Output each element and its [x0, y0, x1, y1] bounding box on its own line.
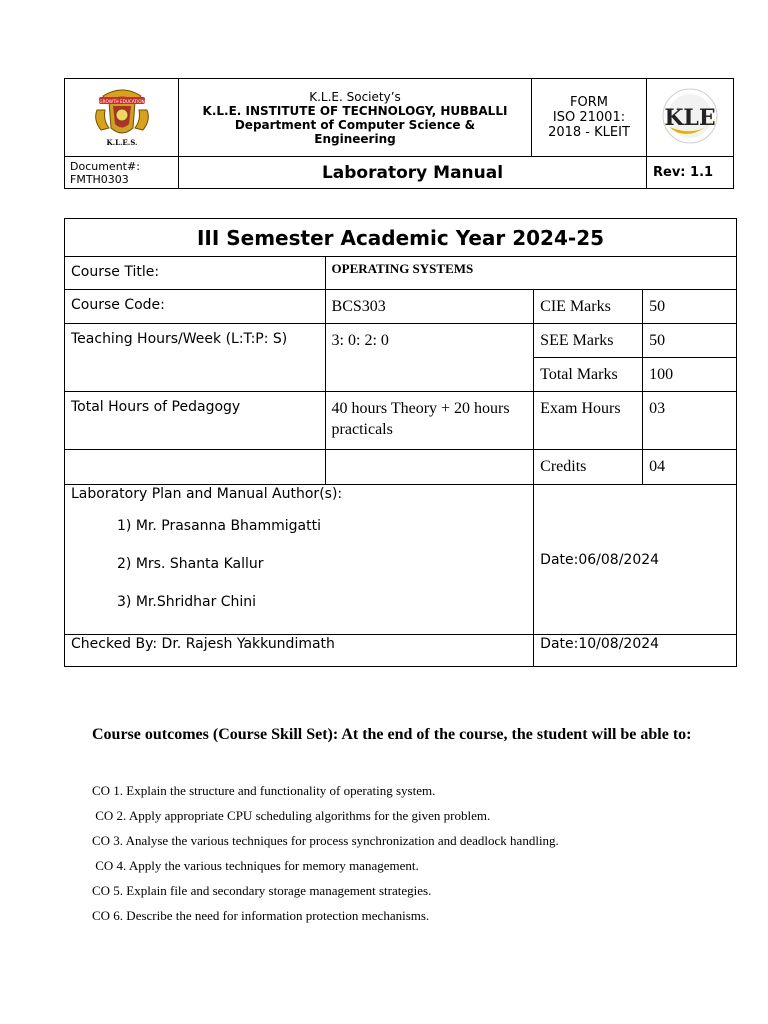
semester-title: III Semester Academic Year 2024-25	[65, 219, 737, 257]
see-marks-label: SEE Marks	[534, 324, 643, 358]
list-item: 1) Mr. Prasanna Bhammigatti	[117, 518, 322, 534]
exam-hours-label: Exam Hours	[534, 392, 643, 450]
list-item: CO 1. Explain the structure and functionality of operating system.	[92, 783, 436, 798]
document-number: Document#: FMTH0303	[65, 157, 179, 189]
list-item: CO 3. Analyse the various techniques for process synchronization and deadlock handling.	[92, 833, 559, 848]
see-marks-value: 50	[643, 324, 737, 358]
course-info-table	[64, 218, 737, 667]
course-title-value: OPERATING SYSTEMS	[325, 257, 736, 290]
iso-standard: ISO 21001: 2018 - KLEIT	[548, 110, 630, 140]
kle-institute-logo	[655, 87, 725, 145]
course-outcomes-list	[92, 781, 752, 931]
course-title-label: Course Title:	[65, 257, 326, 290]
empty-cell	[325, 450, 534, 485]
credits-value: 04	[643, 450, 737, 485]
list-item: CO 5. Explain file and secondary storage management strategies.	[92, 883, 432, 898]
exam-hours-value: 03	[643, 392, 737, 450]
manual-title: Laboratory Manual	[179, 157, 647, 189]
list-item: CO 4. Apply the various techniques for memory management.	[92, 858, 419, 873]
cie-marks-value: 50	[643, 290, 737, 324]
form-cell	[532, 79, 647, 157]
empty-cell	[65, 450, 326, 485]
pedagogy-value: 40 hours Theory + 20 hours practicals	[325, 392, 534, 450]
list-item: 3) Mr.Shridhar Chini	[117, 594, 257, 610]
revision-number: Rev: 1.1	[647, 157, 734, 189]
credits-label: Credits	[534, 450, 643, 485]
total-marks-value: 100	[643, 358, 737, 392]
document-header	[64, 78, 734, 189]
list-item: CO 6. Describe the need for information protection mechanisms.	[92, 908, 430, 923]
course-code-label: Course Code:	[65, 290, 326, 324]
cie-marks-label: CIE Marks	[534, 290, 643, 324]
teaching-hours-value: 3: 0: 2: 0	[325, 324, 534, 392]
kle-society-logo-cell	[65, 79, 179, 157]
checked-by: Checked By: Dr. Rajesh Yakkundimath	[65, 635, 534, 667]
authors-heading: Laboratory Plan and Manual Author(s):	[71, 486, 343, 502]
pedagogy-label: Total Hours of Pedagogy	[65, 392, 326, 450]
course-outcomes-heading: Course outcomes (Course Skill Set): At the end of the course, the student will be able to:	[92, 726, 692, 743]
institute-cell	[179, 79, 532, 157]
total-marks-label: Total Marks	[534, 358, 643, 392]
authors-cell	[65, 485, 534, 635]
kle-logo-cell	[647, 79, 734, 157]
logo-ribbon-text: GROWTH EDUCATION	[98, 98, 145, 104]
logo-letters: KLE	[664, 104, 716, 131]
form-label: FORM	[570, 95, 608, 110]
authors-date: Date:06/08/2024	[534, 485, 737, 635]
logo-caption: K.L.E.S.	[106, 137, 137, 147]
list-item: 2) Mrs. Shanta Kallur	[117, 556, 264, 572]
authors-list	[71, 517, 527, 611]
checked-date: Date:10/08/2024	[534, 635, 737, 667]
society-name: K.L.E. Society’s	[309, 89, 401, 104]
institute-name: K.L.E. INSTITUTE OF TECHNOLOGY, HUBBALLI	[202, 103, 508, 118]
course-code-value: BCS303	[325, 290, 534, 324]
teaching-hours-label: Teaching Hours/Week (L:T:P: S)	[65, 324, 326, 392]
kle-society-logo	[89, 84, 155, 148]
list-item: CO 2. Apply appropriate CPU scheduling algorithms for the given problem.	[92, 808, 491, 823]
department-name: Department of Computer Science & Engineering	[234, 117, 476, 146]
